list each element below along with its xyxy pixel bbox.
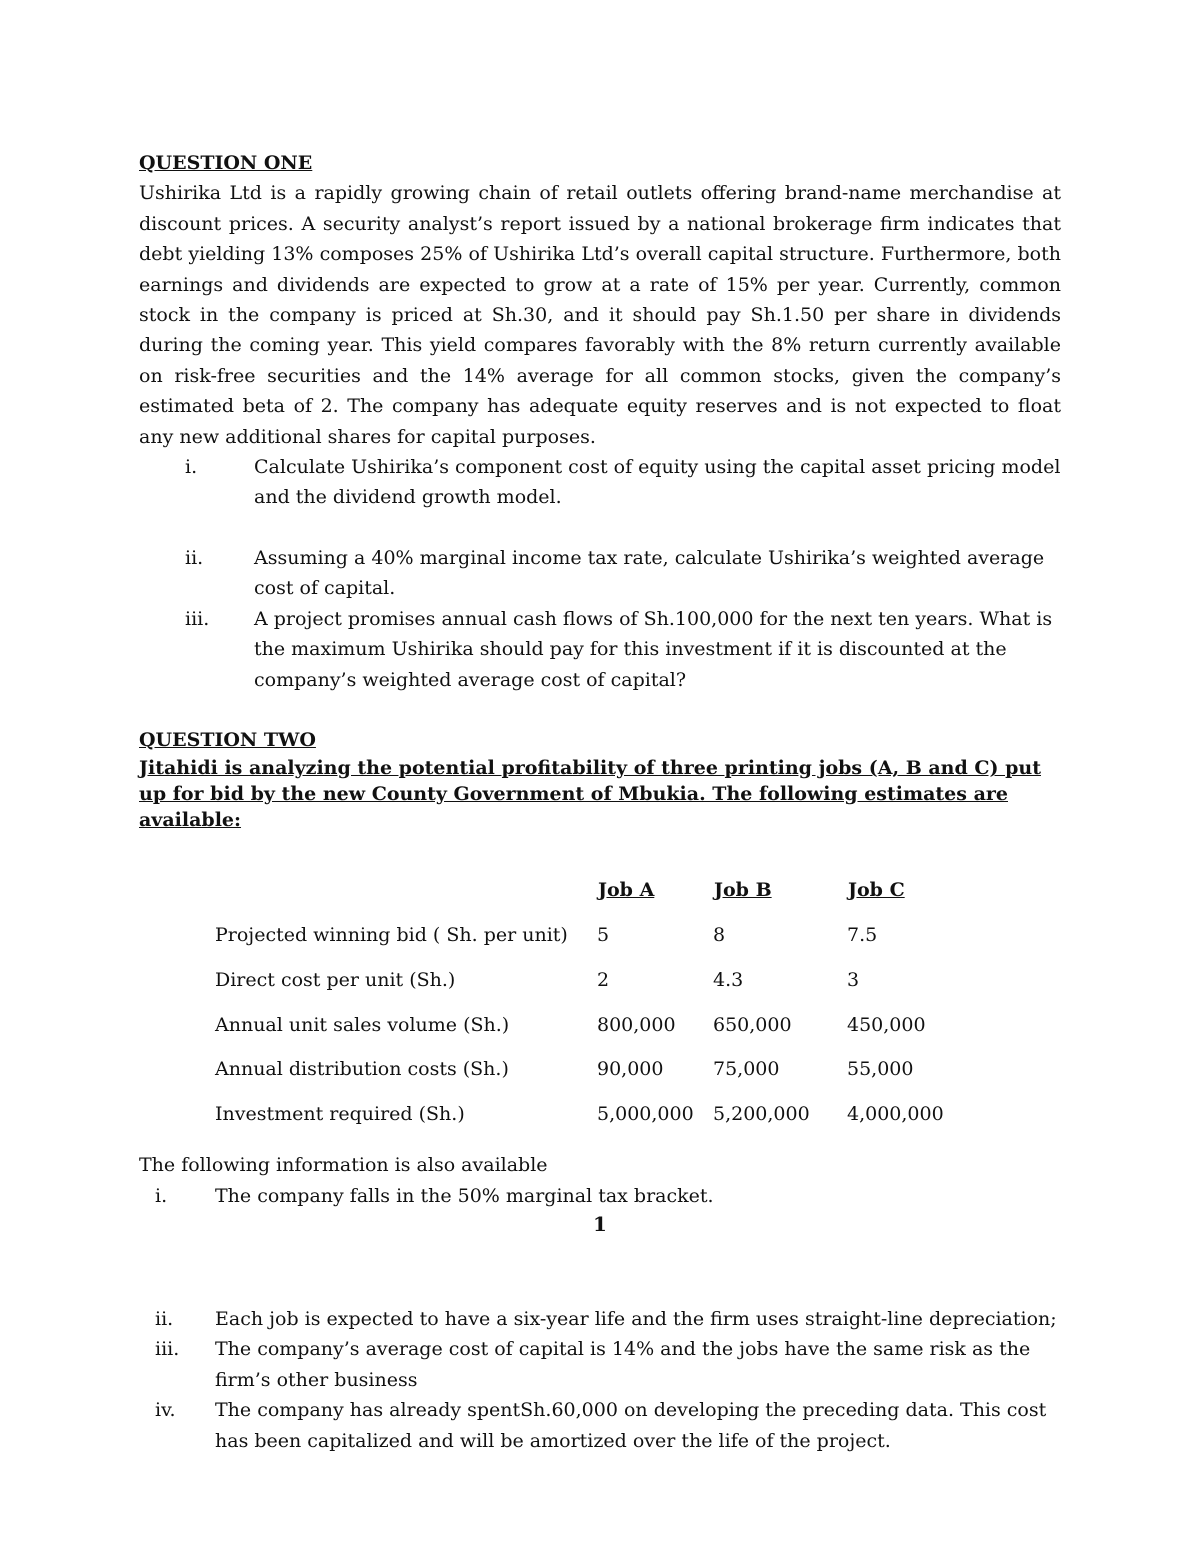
list-item-text: Calculate Ushirika’s component cost of equity using the capital asset pricing model and the dividend growth model.	[254, 456, 1061, 509]
list-item	[139, 1334, 1061, 1395]
spacer	[139, 513, 1061, 543]
jobs-table	[215, 867, 987, 1136]
row-label: Annual distribution costs (Sh.)	[215, 1058, 509, 1081]
list-item-number: iii.	[185, 607, 210, 630]
row-label: Investment required (Sh.)	[215, 1102, 465, 1125]
table-cell: 4,000,000	[847, 1102, 944, 1125]
question-two-intro: Jitahidi is analyzing the potential profitability of three printing jobs (A, B and C) put up for bid by the new County Government of Mbukia. The following estimates are available:	[139, 757, 1041, 832]
list-item-number: i.	[185, 456, 198, 479]
list-item	[139, 1181, 1061, 1211]
list-item	[139, 452, 1061, 513]
list-item-number: iii.	[155, 1338, 180, 1361]
table-header-row	[215, 867, 987, 913]
question-two-title: QUESTION TWO	[139, 728, 316, 751]
list-item-text: A project promises annual cash flows of Sh.100,000 for the next ten years. What is the maximum Ushirika should pay for this investment if it is discounted at the company’s weighted average cost of capital?	[254, 607, 1053, 691]
spacer	[139, 695, 1061, 725]
page-two-content	[139, 1304, 1061, 1456]
table-cell: 8	[713, 924, 726, 947]
question-one-title: QUESTION ONE	[139, 152, 313, 174]
table-row	[215, 913, 987, 958]
row-label: Projected winning bid ( Sh. per unit)	[215, 924, 568, 947]
list-item-number: i.	[155, 1184, 168, 1207]
table-row	[215, 1003, 987, 1048]
table-cell: 4.3	[713, 969, 744, 991]
list-item-text: Each job is expected to have a six-year life and the firm uses straight-line depreciation;	[215, 1308, 1057, 1330]
table-cell: 55,000	[847, 1058, 914, 1081]
column-header: Job B	[714, 879, 772, 902]
table-cell: 450,000	[847, 1013, 926, 1036]
question-one-body: Ushirika Ltd is a rapidly growing chain of retail outlets offering brand-name merchandise at discount prices. A security analyst’s report issued by a national brokerage firm indicates that debt yielding 13% composes 25% of Ushirika Ltd’s overall capital structure. Furthermore, both earnings and dividends are expected to grow at a rate of 15% per year. Currently, common stock in the company is priced at Sh.30, and it should pay Sh.1.50 per share in dividends during the coming year. This yield compares favorably with the 8% return currently available on risk-free securities and the 14% average for all common stocks, given the company’s estimated beta of 2. The company has adequate equity reserves and is not expected to float any new additional shares for capital purposes.	[139, 182, 1061, 448]
row-label: Direct cost per unit (Sh.)	[215, 969, 456, 991]
table-cell: 5,000,000	[597, 1102, 694, 1125]
list-item-text: The company has already spentSh.60,000 on developing the preceding data. This cost has been capitalized and will be amortized over the life of the project.	[215, 1399, 1047, 1452]
list-item-number: iv.	[155, 1399, 176, 1422]
table-cell: 800,000	[597, 1013, 676, 1036]
page-number: 1	[593, 1212, 607, 1236]
page-content	[139, 148, 1061, 1211]
row-label: Annual unit sales volume (Sh.)	[215, 1013, 510, 1036]
list-item-text: Assuming a 40% marginal income tax rate, calculate Ushirika’s weighted average cost of capital.	[254, 546, 1045, 600]
list-item-text: The company’s average cost of capital is 14% and the jobs have the same risk as the firm’s other business	[215, 1338, 1031, 1391]
also-available-text: The following information is also available	[139, 1154, 548, 1177]
list-item	[139, 543, 1061, 604]
list-item-number: ii.	[185, 546, 204, 569]
list-item-text: The company falls in the 50% marginal tax bracket.	[215, 1184, 714, 1207]
table-row	[215, 1047, 987, 1092]
table-cell: 3	[847, 969, 860, 991]
list-item	[139, 604, 1061, 695]
list-item-number: ii.	[155, 1308, 174, 1330]
column-header: Job C	[848, 879, 905, 902]
table-row	[215, 1092, 987, 1137]
list-item	[139, 1304, 1061, 1334]
table-cell: 7.5	[847, 924, 878, 947]
column-header: Job A	[598, 879, 655, 902]
table-cell: 75,000	[713, 1058, 780, 1081]
table-cell: 90,000	[597, 1058, 664, 1081]
table-row	[215, 958, 987, 1003]
table-cell: 5	[597, 924, 610, 947]
table-cell: 650,000	[713, 1013, 792, 1036]
table-cell: 5,200,000	[713, 1102, 810, 1125]
list-item	[139, 1395, 1061, 1456]
table-corner	[215, 867, 597, 913]
table-cell: 2	[597, 969, 610, 991]
